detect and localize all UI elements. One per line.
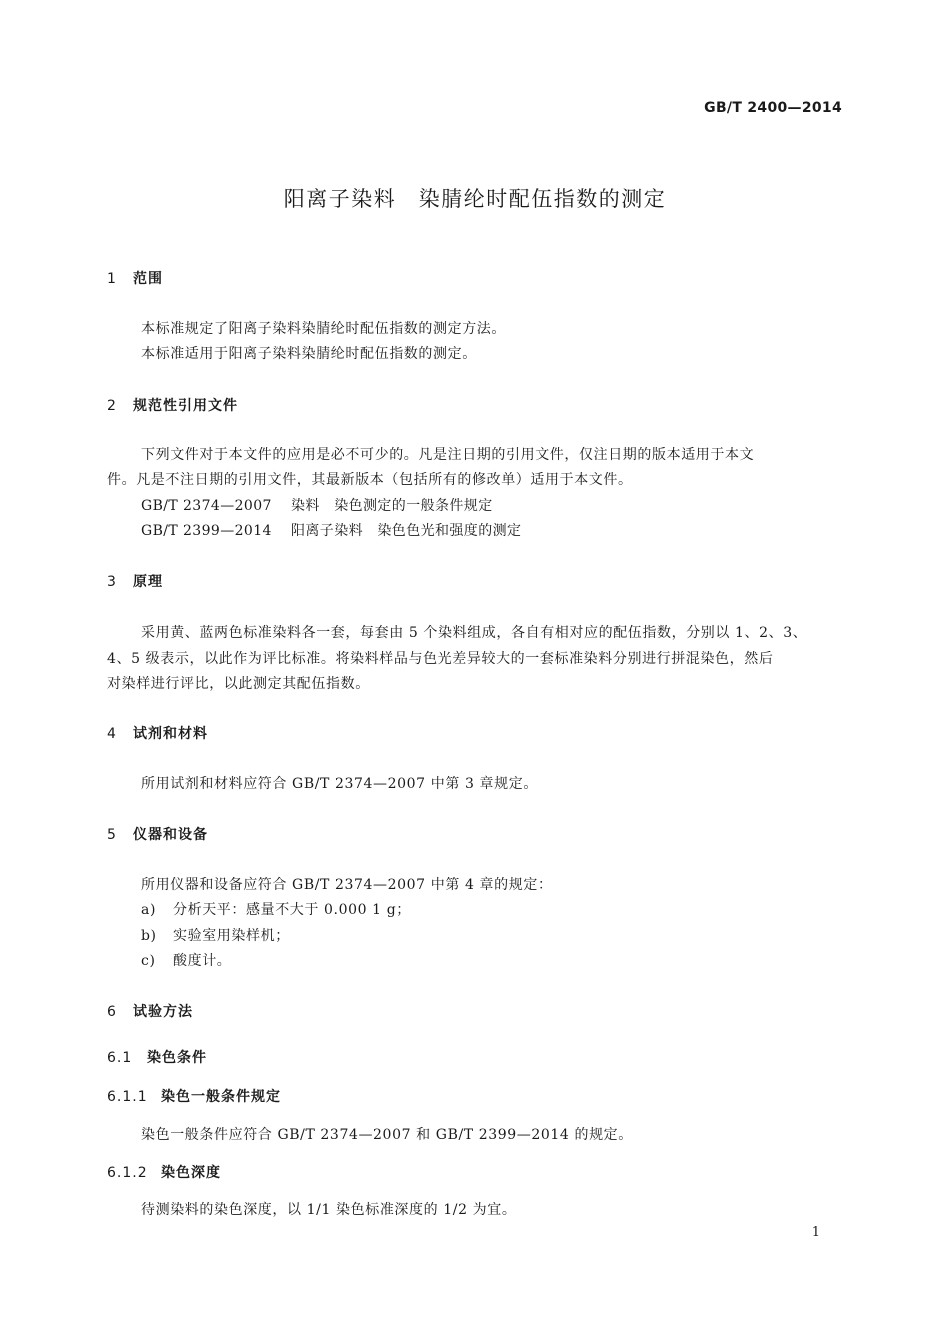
- section-6-1-2-paragraph: 待测染料的染色深度，以 1/1 染色标准深度的 1/2 为宜。: [141, 1202, 517, 1218]
- section-title: 试验方法: [133, 1004, 193, 1020]
- section-number: 5: [107, 827, 117, 843]
- section-3-heading: [107, 571, 163, 591]
- list-item: [141, 950, 231, 970]
- section-6-1-1-heading: [107, 1086, 281, 1106]
- section-number: 6: [107, 1004, 117, 1020]
- reference-code: GB/T 2399—2014: [141, 523, 272, 539]
- page-number: 1: [811, 1225, 820, 1240]
- section-3-paragraph-line-3: 对染样进行评比，以此测定其配伍指数。: [107, 676, 370, 692]
- section-title: 仪器和设备: [133, 827, 208, 843]
- list-item: [141, 899, 411, 919]
- section-5-paragraph: 所用仪器和设备应符合 GB/T 2374—2007 中第 4 章的规定：: [141, 877, 553, 893]
- section-5-heading: [107, 824, 208, 844]
- section-6-1-heading: [107, 1047, 207, 1067]
- section-2-heading: [107, 395, 238, 415]
- section-title: 规范性引用文件: [133, 398, 238, 414]
- reference-title: 阳离子染料 染色色光和强度的测定: [291, 523, 522, 539]
- reference-title: 染料 染色测定的一般条件规定: [291, 498, 493, 514]
- list-marker: b): [141, 928, 157, 944]
- section-title: 染色一般条件规定: [161, 1089, 281, 1105]
- section-title: 染色深度: [161, 1165, 221, 1181]
- section-2-paragraph-line-2: 件。凡是不注日期的引用文件，其最新版本（包括所有的修改单）适用于本文件。: [107, 472, 633, 488]
- section-4-heading: [107, 723, 208, 743]
- normative-reference: [141, 495, 493, 515]
- section-number: 4: [107, 726, 117, 742]
- section-title: 范围: [133, 271, 163, 287]
- section-number: 6.1.2: [107, 1165, 148, 1181]
- section-1-heading: [107, 268, 163, 288]
- section-3-paragraph-line-1: 采用黄、蓝两色标准染料各一套，每套由 5 个染料组成，各自有相对应的配伍指数，分别以 1、2、3、: [141, 625, 808, 641]
- list-item-text: 酸度计。: [173, 953, 232, 969]
- list-item-text: 实验室用染样机；: [173, 928, 290, 944]
- list-marker: c): [141, 953, 156, 969]
- section-number: 1: [107, 271, 117, 287]
- list-item: [141, 925, 290, 945]
- standard-code: GB/T 2400—2014: [704, 100, 842, 116]
- normative-reference: [141, 520, 521, 540]
- list-item-text: 分析天平：感量不大于 0.000 1 g；: [173, 902, 411, 918]
- section-title: 试剂和材料: [133, 726, 208, 742]
- section-1-paragraph-2: 本标准适用于阳离子染料染腈纶时配伍指数的测定。: [141, 346, 477, 362]
- section-title: 染色条件: [147, 1050, 207, 1066]
- section-number: 6.1.1: [107, 1089, 148, 1105]
- section-6-1-1-paragraph: 染色一般条件应符合 GB/T 2374—2007 和 GB/T 2399—2014 的规定。: [141, 1127, 633, 1143]
- section-number: 6.1: [107, 1050, 133, 1066]
- section-1-paragraph-1: 本标准规定了阳离子染料染腈纶时配伍指数的测定方法。: [141, 321, 506, 337]
- section-4-paragraph: 所用试剂和材料应符合 GB/T 2374—2007 中第 3 章规定。: [141, 776, 538, 792]
- section-3-paragraph-line-2: 4、5 级表示，以此作为评比标准。将染料样品与色光差异较大的一套标准染料分别进行拼混染色，然后: [107, 651, 774, 667]
- section-6-1-2-heading: [107, 1162, 221, 1182]
- document-title: 阳离子染料 染腈纶时配伍指数的测定: [283, 187, 667, 211]
- section-2-paragraph-line-1: 下列文件对于本文件的应用是必不可少的。凡是注日期的引用文件，仅注日期的版本适用于本文: [141, 447, 755, 463]
- section-number: 2: [107, 398, 117, 414]
- section-title: 原理: [133, 574, 163, 590]
- section-number: 3: [107, 574, 117, 590]
- list-marker: a): [141, 902, 157, 918]
- reference-code: GB/T 2374—2007: [141, 498, 272, 514]
- section-6-heading: [107, 1001, 193, 1021]
